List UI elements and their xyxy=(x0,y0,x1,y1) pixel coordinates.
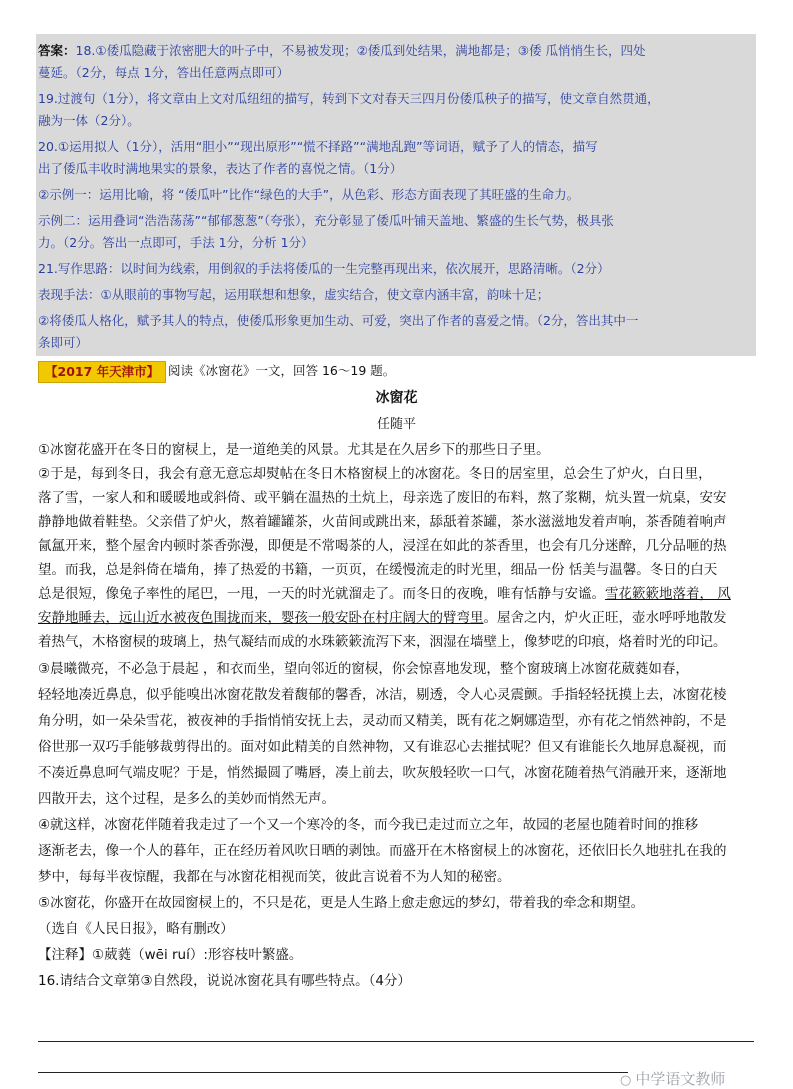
paragraph-line xyxy=(38,585,756,603)
paragraph-line: ⑤冰窗花，你盛开在故园窗棂上的，不只是花，更是人生路上愈走愈远的梦幻，带着我的牵念和期望。 xyxy=(38,895,645,911)
answer-line: 蔓延。（2分，每点 1分，答出任意两点即可） xyxy=(38,65,290,80)
paragraph-line: ③晨曦微亮，不必急于晨起 ，和衣而坐，望向邻近的窗棂，你会惊喜地发现，整个窗玻璃上冰窗花葳蕤如春， xyxy=(38,661,689,677)
answer-line: ②将倭瓜人格化，赋予其人的特点，使倭瓜形象更加生动、可爱，突出了作者的喜爱之情。（2分，答出其中一 xyxy=(38,313,639,328)
answer-line: 出了倭瓜丰收时满地果实的景象，表达了作者的喜悦之情。（1分） xyxy=(38,161,403,176)
answer-line: 19.过渡句（1分），将文章由上文对瓜纽纽的描写，转到下文对春天三四月份倭瓜秧子的描写，使文章自然贯通， xyxy=(38,91,660,106)
answer-line: 融为一体（2分）。 xyxy=(38,113,140,128)
paragraph-line: 不凑近鼻息呵气端皮呢？于是，悄然撮圆了嘴唇，凑上前去，吹灰般轻吹一口气，冰窗花随着热气消融开来，逐渐地 xyxy=(38,765,727,781)
answer-line: 21.写作思路：以时间为线索，用倒叙的手法将倭瓜的一生完整再现出来，依次展开，思路清晰。（2分） xyxy=(38,261,610,276)
answer-line: 20.①运用拟人（1分），活用“胆小”“现出原形”“慌不择路”“满地乱跑”等词语，赋予了人的情态，描写 xyxy=(38,139,598,154)
answer-line: ②示例一：运用比喻，将 “倭瓜叶”比作“绿色的大手”，从色彩、形态方面表现了其旺盛的生命力。 xyxy=(38,187,580,202)
answer-line-rule xyxy=(38,1041,754,1042)
paragraph-line: 轻轻地凑近鼻息，似乎能嗅出冰窗花散发着馥郁的馨香，冰洁，剔透，令人心灵震颤。手指轻轻抚摸上去，冰窗花棱 xyxy=(38,687,727,703)
paragraph-line: 梦中，每每半夜惊醒，我都在与冰窗花相视而笑，彼此言说着不为人知的秘密。 xyxy=(38,869,511,885)
paragraph-line xyxy=(38,609,756,627)
underlined-sentence: 安静地睡去，远山近水被夜色围拢而来，婴孩一般安卧在村庄阔大的臂弯里 xyxy=(38,610,484,626)
year-region-tag: 【2017 年天津市】 xyxy=(38,361,166,383)
answer-line: 表现手法：①从眼前的事物写起，运用联想和想象，虚实结合，使文章内涵丰富，韵味十足； xyxy=(38,287,550,302)
underlined-sentence: 雪花簌簌地落着， 风 xyxy=(605,586,731,602)
paragraph-line: 静静地做着鞋垫。父亲借了炉火，熬着罐罐茶，火苗间或跳出来，舔舐着茶罐，茶水滋滋地发着声响，茶香随着响声 xyxy=(38,514,727,530)
paragraph-line: 氤氲开来，整个屋舍内顿时茶香弥漫，即便是不常喝茶的人，浸淫在如此的茶香里，也会有几分迷醉，几分品咂的热 xyxy=(38,538,727,554)
article-author: 任随平 xyxy=(376,417,416,432)
reading-instruction: 阅读《冰窗花》一文，回答 16～19 题。 xyxy=(168,363,396,378)
paragraph-line: 着热气，木格窗棂的玻璃上，热气凝结而成的水珠簌簌流泻下来，洇湿在墙壁上，像梦呓的印痕，烙着时光的印记。 xyxy=(38,634,727,650)
paragraph-line: ②于是，每到冬日，我会有意无意忘却熨帖在冬日木格窗棂上的冰窗花。冬日的居室里，总会生了炉火，白日里， xyxy=(38,466,712,482)
question-16: 16.请结合文章第③自然段，说说冰窗花具有哪些特点。（4分） xyxy=(38,973,411,989)
answer-line: 力。（2分。答出一点即可，手法 1分，分析 1分） xyxy=(38,235,314,250)
source-note: （选自《人民日报》，略有删改） xyxy=(38,921,234,937)
paragraph-line: 望。而我，总是斜倚在墙角，捧了热爱的书籍，一页页，在缓慢流走的时光里，细品一份 恬美与温馨。冬日的白天 xyxy=(38,562,718,578)
annotation-note: 【注释】①葳蕤（wēi ruí）:形容枝叶繁盛。 xyxy=(38,947,303,963)
paragraph-line: 落了雪，一家人和和暖暖地或斜倚、或平躺在温热的土炕上，母亲选了废旧的布料，熬了浆糊，炕头置一炕桌，安安 xyxy=(38,490,727,506)
answer-label: 答案： xyxy=(38,43,76,58)
paragraph-line: ④就这样，冰窗花伴随着我走过了一个又一个寒冷的冬，而今我已走过而立之年，故园的老屋也随着时间的推移 xyxy=(38,817,699,833)
paragraph-line: 角分明，如一朵朵雪花，被夜神的手指悄悄安抚上去，灵动而又精美，既有花之婀娜造型，亦有花之悄然神韵，不是 xyxy=(38,713,727,729)
answer-line: 条即可） xyxy=(38,335,89,350)
answer-line-rule xyxy=(38,1072,628,1073)
text-span: 总是很短，像兔子率性的尾巴，一甩，一天的时光就溜走了。而冬日的夜晚，唯有恬静与安谧。 xyxy=(38,586,605,602)
text-span: 。屋舍之内，炉火正旺，壶水呼呼地散发 xyxy=(483,610,727,626)
watermark-text: 中学语文教师 xyxy=(635,1070,726,1088)
answer-text: 18.①倭瓜隐藏于浓密肥大的叶子中，不易被发现；②倭瓜到处结果，满地都是；③倭 瓜悄悄生长，四处 xyxy=(75,43,646,58)
answer-line: 示例二：运用叠词“浩浩荡荡”“郁郁葱葱”（夸张），充分彰显了倭瓜叶铺天盖地、繁盛的生长气势，极具张 xyxy=(38,213,614,228)
paragraph-line: 俗世那一双巧手能够裁剪得出的。面对如此精美的自然神物，又有谁忍心去摧拭呢？但又有谁能长久地屏息凝视，而 xyxy=(38,739,727,755)
answer-line xyxy=(38,43,754,59)
paragraph-line: ①冰窗花盛开在冬日的窗棂上，是一道绝美的风景。尤其是在久居乡下的那些日子里。 xyxy=(38,442,550,458)
watermark xyxy=(620,1068,725,1089)
paragraph-line: 四散开去，这个过程，是多么的美妙而悄然无声。 xyxy=(38,791,335,807)
article-title: 冰窗花 xyxy=(375,390,418,406)
wechat-icon: ○ xyxy=(620,1073,632,1088)
paragraph-line: 逐渐老去，像一个人的暮年，正在经历着风吹日晒的剥蚀。而盛开在木格窗棂上的冰窗花，还依旧长久地驻扎在我的 xyxy=(38,843,727,859)
